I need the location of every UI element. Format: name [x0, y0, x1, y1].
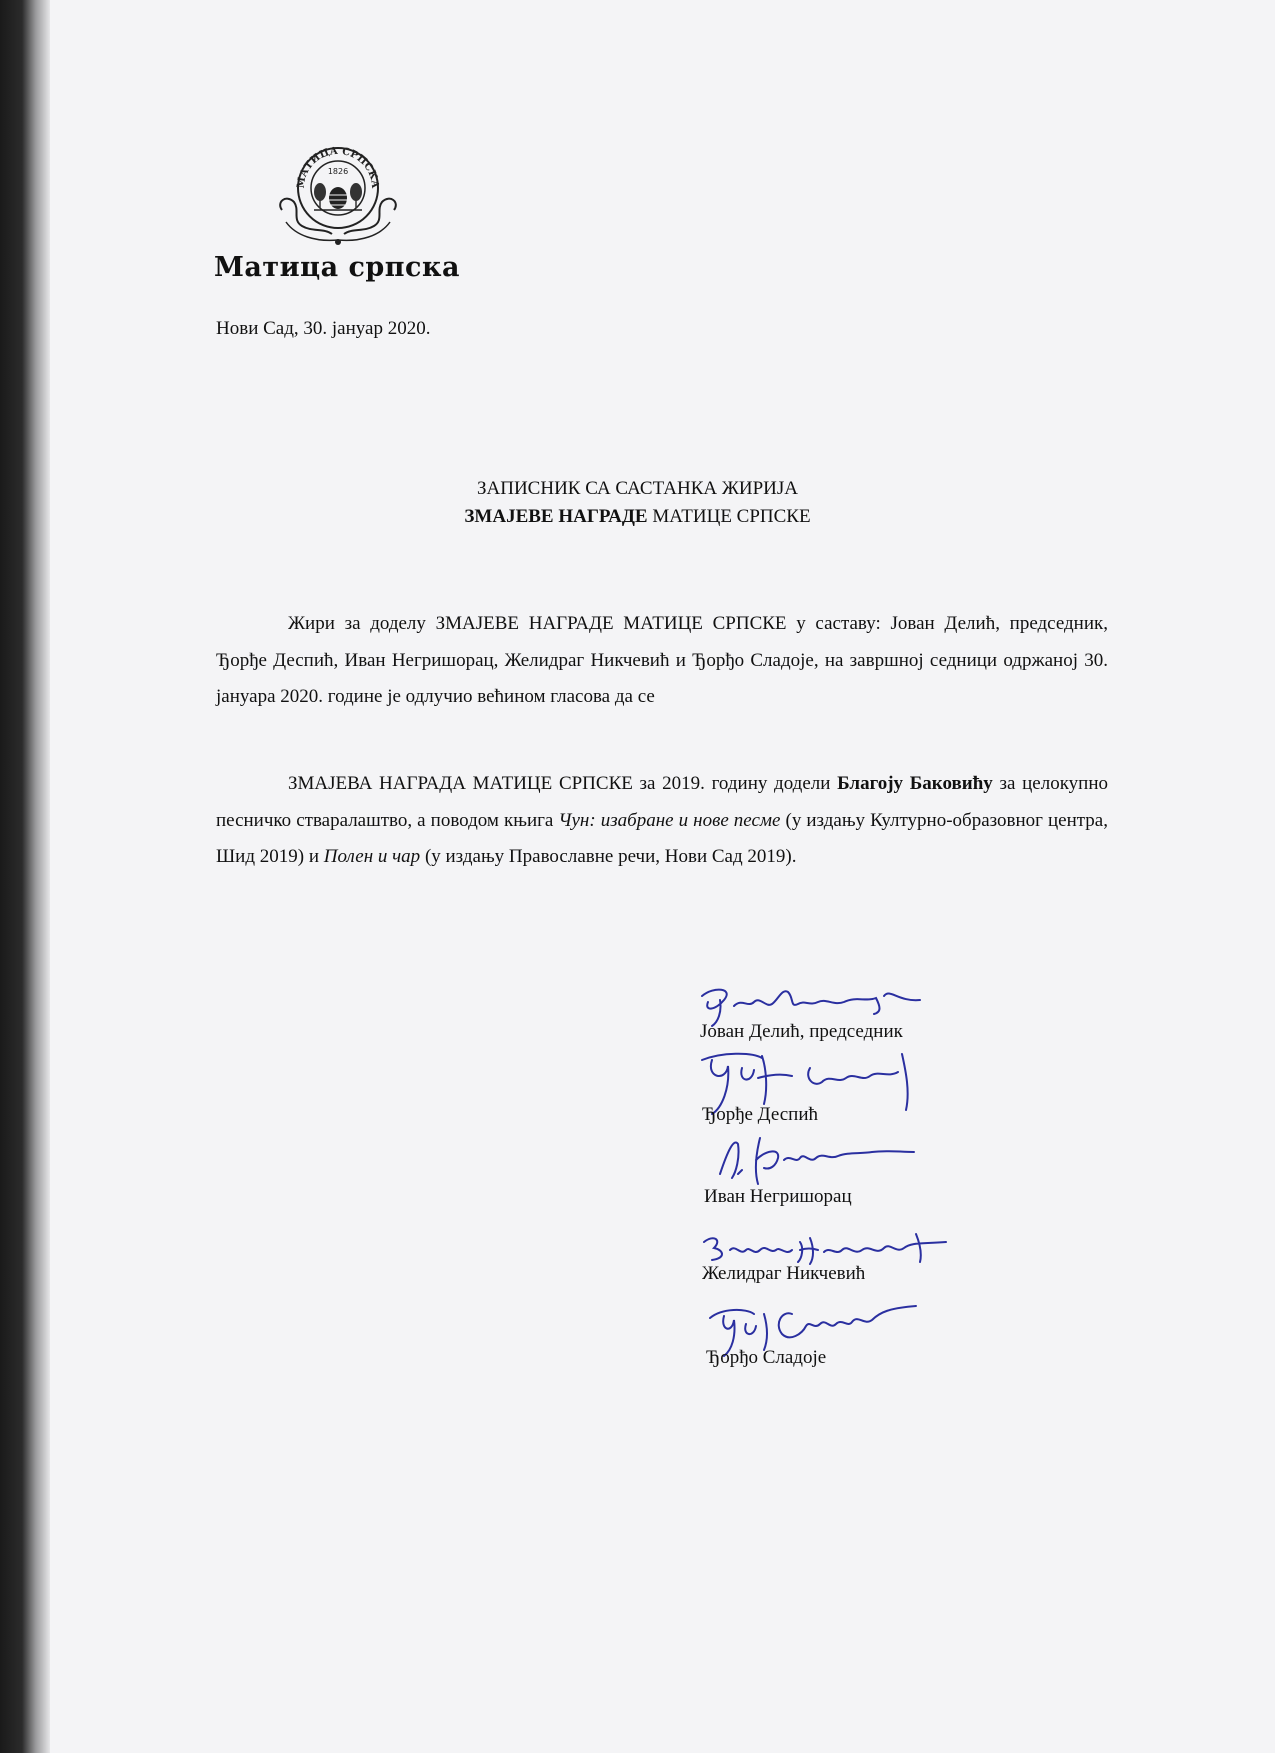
signature-name-2: Ђорђе Деспић — [702, 1104, 819, 1125]
para2-text-4: (у издању Православне речи, Нови Сад 2019). — [420, 846, 797, 867]
matica-srpska-seal-logo — [272, 140, 404, 250]
para2-text-1: ЗМАЈЕВА НАГРАДА МАТИЦЕ СРПСКЕ за 2019. годину додели — [288, 773, 838, 794]
document-date: Нови Сад, 30. јануар 2020. — [216, 318, 431, 339]
book-title-2: Полен и чар — [323, 846, 421, 867]
laureate-name: Благоју Баковићу — [837, 773, 993, 794]
book-title-1: Чун: изабране и нове песме — [558, 809, 781, 831]
scan-edge — [0, 0, 50, 1753]
signature-name-3: Иван Негришорац — [704, 1186, 852, 1207]
title-line-2-rest: МАТИЦЕ СРПСКЕ — [647, 506, 811, 527]
paragraph-award-decision — [216, 766, 1108, 876]
signature-name-5: Ђорђо Сладоје — [706, 1347, 827, 1368]
signature-name-4: Желидраг Никчевић — [702, 1263, 866, 1284]
paragraph-jury-composition: Жири за доделу ЗМАЈЕВЕ НАГРАДЕ МАТИЦЕ СРПСКЕ у саставу: Јован Делић, председник, Ђорђе Деспић, Иван Негришорац, Желидраг Никчевић и Ђорђо Сладоје, на завршној седници одржаној 30. јануара 2020. године је одлучио већином гласова да се — [216, 613, 1108, 707]
organization-name: Матица српска — [214, 252, 460, 283]
award-name-bold: ЗМАЈЕВЕ НАГРАДЕ — [464, 506, 648, 527]
svg-text:1826: 1826 — [327, 167, 349, 176]
svg-text:МАТИЦА СРПСКА: МАТИЦА СРПСКА — [295, 145, 381, 189]
document-title-line-2 — [0, 506, 1275, 528]
para2-text-3: (у издању Културно-образовног центра, Шид 2019) и — [216, 809, 1108, 867]
signature-name-1: Јован Делић, председник — [700, 1021, 903, 1042]
para2-text-2: за целокупно песничко стваралаштво, а поводом књига — [216, 773, 1108, 831]
signature-scribble-3 — [700, 1130, 920, 1190]
document-title-line-1: ЗАПИСНИК СА САСТАНКА ЖИРИЈА — [477, 478, 798, 499]
